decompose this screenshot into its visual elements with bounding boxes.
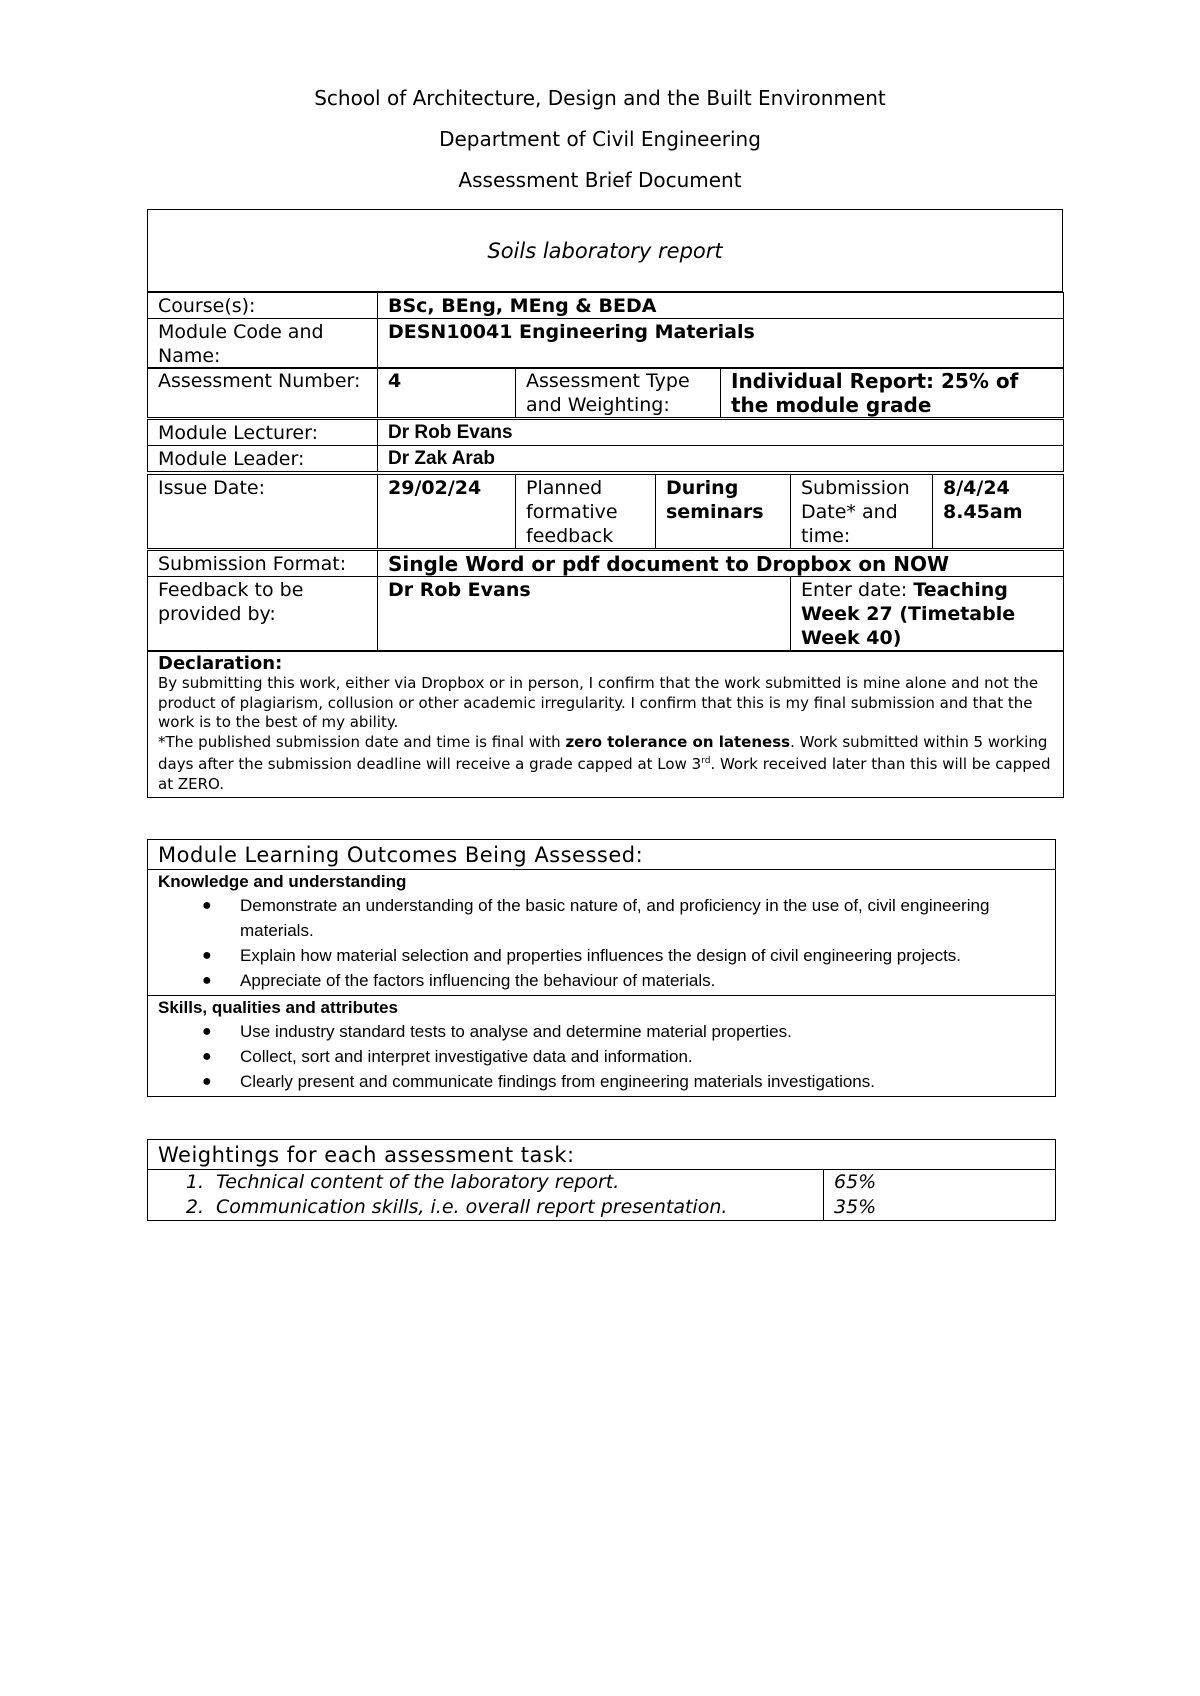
knowledge-heading: Knowledge and understanding xyxy=(158,872,407,891)
issue-date-value: 29/02/24 xyxy=(378,475,516,549)
list-item xyxy=(158,943,1045,968)
lateness-text-end: . Work received later than this will be capped at ZERO. xyxy=(158,755,1051,793)
assessment-number-value: 4 xyxy=(378,368,516,418)
list-item-text: Explain how material selection and properties influences the design of civil engineering projects. xyxy=(240,946,962,965)
lecturer-value: Dr Rob Evans xyxy=(378,420,1064,446)
weighting-task-1 xyxy=(148,1170,824,1196)
leader-value: Dr Zak Arab xyxy=(378,446,1064,472)
declaration-table xyxy=(147,651,1064,798)
weighting-number: 2. xyxy=(185,1196,204,1218)
submission-format-value: Single Word or pdf document to Dropbox on NOW xyxy=(378,551,1064,577)
submission-date-value: 8/4/24 8.45am xyxy=(933,475,1064,549)
department-heading: Department of Civil Engineering xyxy=(439,127,761,151)
assessment-number-label: Assessment Number: xyxy=(148,368,378,418)
enter-date-label: Enter date: xyxy=(801,579,908,601)
assessment-brief-table xyxy=(147,209,1063,292)
weightings-table xyxy=(147,1139,1056,1221)
bullet-icon: ● xyxy=(202,947,212,964)
assessment-row-table xyxy=(147,367,1064,418)
lateness-policy xyxy=(158,733,1053,795)
issue-date-label: Issue Date: xyxy=(148,475,378,549)
formative-feedback-value: During seminars xyxy=(656,475,791,549)
module-label: Module Code and Name: xyxy=(148,319,378,369)
declaration-cell xyxy=(148,652,1064,798)
feedback-table xyxy=(147,576,1064,651)
lateness-bold: zero tolerance on lateness xyxy=(565,732,791,751)
course-value: BSc, BEng, MEng & BEDA xyxy=(378,293,1064,319)
enter-date-cell xyxy=(791,577,1064,651)
enter-date-value: Teaching Week 27 (Timetable Week 40) xyxy=(801,579,1016,649)
formative-feedback-label: Planned formative feedback xyxy=(516,475,656,549)
weightings-heading: Weightings for each assessment task: xyxy=(148,1140,1056,1170)
staff-table xyxy=(147,419,1064,472)
feedback-by-value: Dr Rob Evans xyxy=(378,577,791,651)
skills-list xyxy=(158,1019,1045,1096)
format-table xyxy=(147,550,1064,577)
list-item xyxy=(158,968,1045,993)
declaration-title: Declaration: xyxy=(158,653,283,674)
skills-heading: Skills, qualities and attributes xyxy=(158,998,398,1017)
weighting-value-1: 65% xyxy=(824,1170,1056,1196)
lateness-text-mid: . Work submitted within 5 working days after the submission deadline will receive a grade capped at Low 3 xyxy=(158,732,1048,773)
weighting-task-2 xyxy=(148,1195,824,1221)
document-type-heading: Assessment Brief Document xyxy=(458,168,742,192)
leader-label: Module Leader: xyxy=(148,446,378,472)
bullet-icon: ● xyxy=(202,897,212,914)
weighting-task-text: Communication skills, i.e. overall report presentation. xyxy=(216,1196,728,1218)
knowledge-section xyxy=(148,870,1056,996)
list-item-text: Collect, sort and interpret investigative data and information. xyxy=(240,1047,693,1066)
assessment-type-label: Assessment Type and Weighting: xyxy=(516,368,721,418)
knowledge-list xyxy=(158,893,1045,995)
learning-outcomes-table xyxy=(147,839,1056,1097)
bullet-icon: ● xyxy=(202,1073,212,1090)
submission-date-label: Submission Date* and time: xyxy=(791,475,933,549)
list-item xyxy=(158,1069,1045,1094)
assessment-type-value: Individual Report: 25% of the module grade xyxy=(721,368,1064,418)
list-item xyxy=(158,1044,1045,1069)
bullet-icon: ● xyxy=(202,972,212,989)
bullet-icon: ● xyxy=(202,1048,212,1065)
submission-format-label: Submission Format: xyxy=(148,551,378,577)
course-label: Course(s): xyxy=(148,293,378,319)
weighting-task-text: Technical content of the laboratory report. xyxy=(216,1171,620,1193)
brief-title: Soils laboratory report xyxy=(148,210,1063,292)
skills-section xyxy=(148,996,1056,1097)
list-item-text: Demonstrate an understanding of the basic nature of, and proficiency in the use of, civil engineering materials. xyxy=(240,896,990,940)
learning-outcomes-heading: Module Learning Outcomes Being Assessed: xyxy=(148,840,1056,870)
list-item xyxy=(158,1019,1045,1044)
list-item xyxy=(158,893,1045,943)
declaration-text: By submitting this work, either via Dropbox or in person, I confirm that the work submitted is mine alone and not the product of plagiarism, collusion or other academic irregularity. I confirm that this is my final submission and that the work is to the best of my ability. xyxy=(158,674,1039,731)
feedback-by-label: Feedback to be provided by: xyxy=(148,577,378,651)
lateness-text-start: *The published submission date and time is final with xyxy=(158,732,566,751)
list-item-text: Clearly present and communicate findings from engineering materials investigations. xyxy=(240,1072,875,1091)
weighting-value-2: 35% xyxy=(824,1195,1056,1221)
bullet-icon: ● xyxy=(202,1023,212,1040)
module-value: DESN10041 Engineering Materials xyxy=(378,319,1064,369)
lateness-sup: rd xyxy=(701,756,711,766)
lecturer-label: Module Lecturer: xyxy=(148,420,378,446)
dates-table xyxy=(147,474,1064,549)
weighting-number: 1. xyxy=(185,1171,204,1193)
brief-details-table xyxy=(147,292,1064,369)
school-heading: School of Architecture, Design and the Built Environment xyxy=(314,86,886,110)
list-item-text: Appreciate of the factors influencing the behaviour of materials. xyxy=(240,971,716,990)
list-item-text: Use industry standard tests to analyse and determine material properties. xyxy=(240,1022,792,1041)
